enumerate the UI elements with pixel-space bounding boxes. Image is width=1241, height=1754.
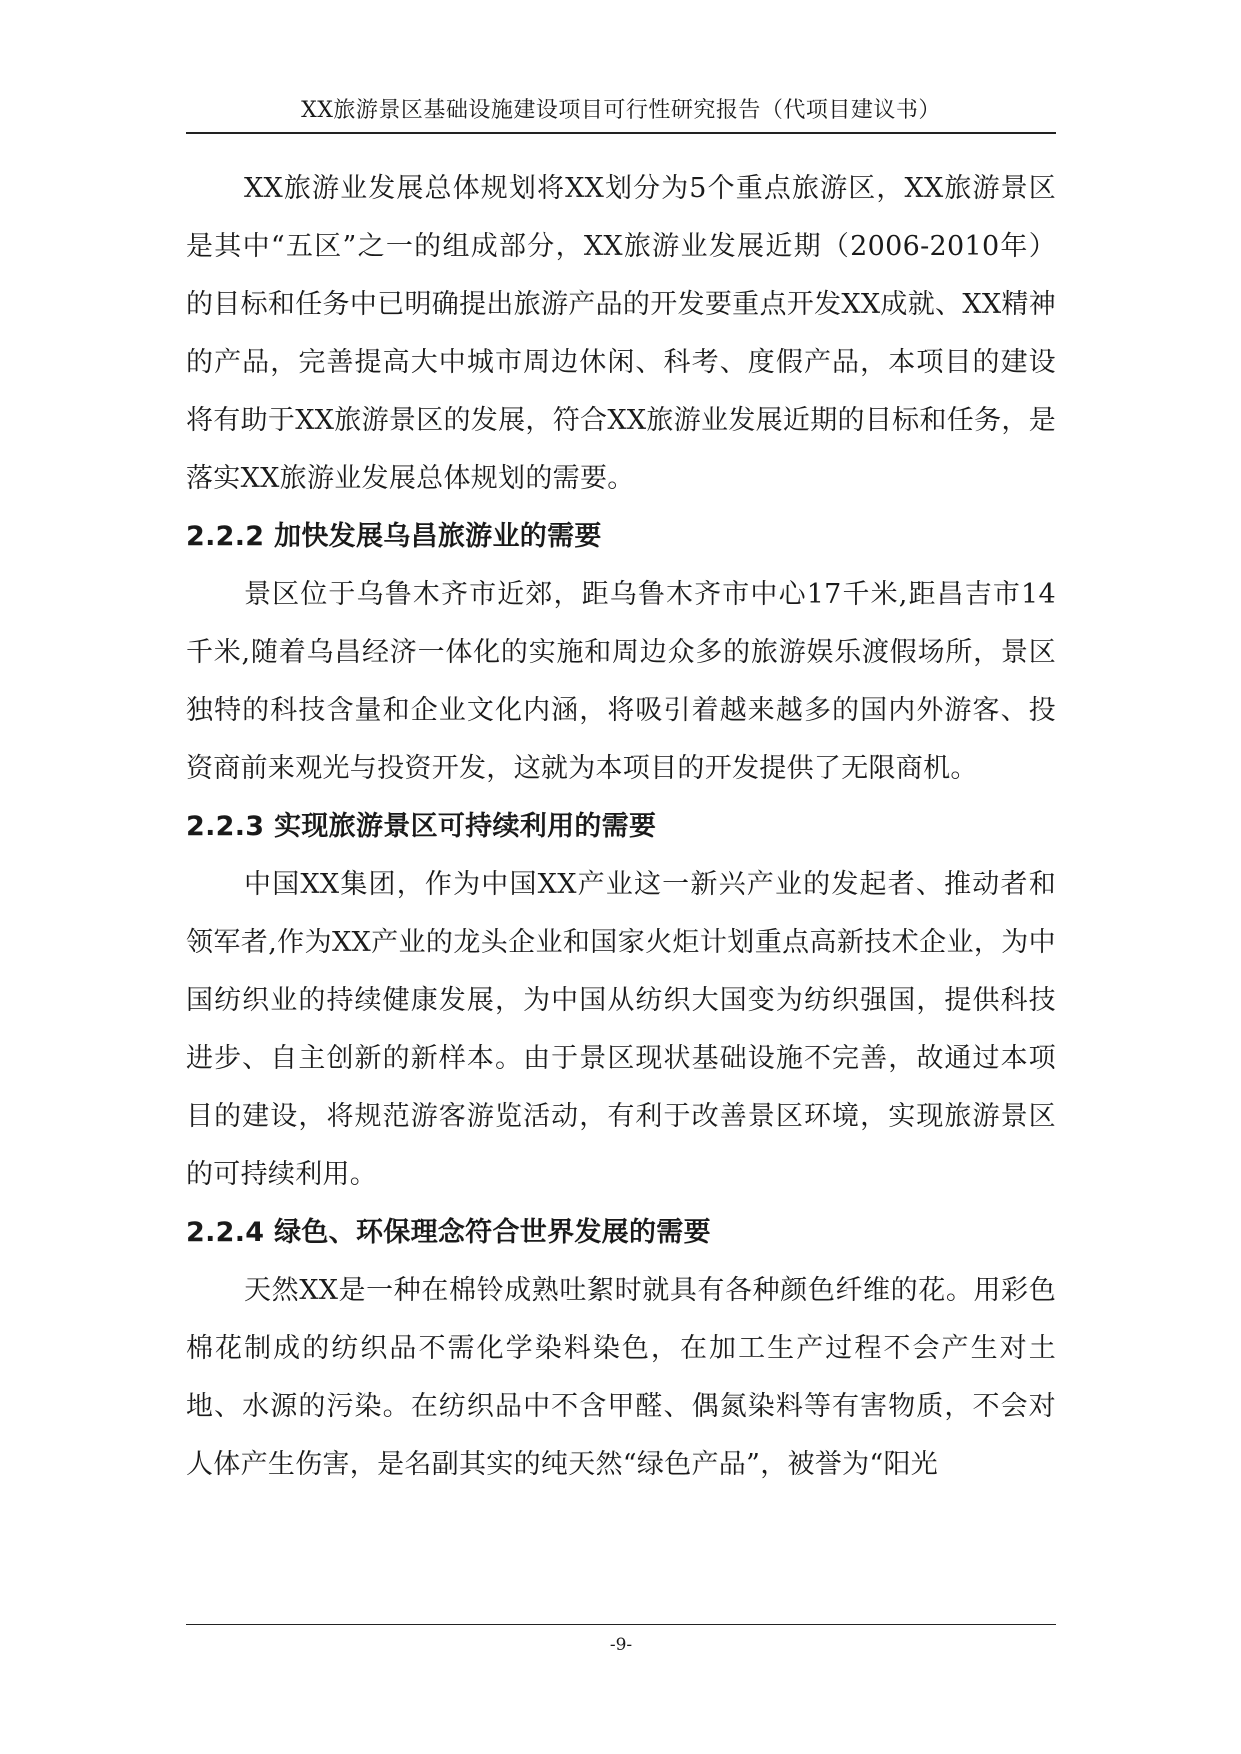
heading-2-2-2: 2.2.2 加快发展乌昌旅游业的需要 (186, 521, 602, 552)
footer-rule (186, 1624, 1056, 1625)
heading-2-2-4: 2.2.4 绿色、环保理念符合世界发展的需要 (186, 1217, 711, 1248)
page-number: -9- (609, 1635, 633, 1655)
header-rule (186, 132, 1056, 134)
heading-2-2-3: 2.2.3 实现旅游景区可持续利用的需要 (186, 811, 657, 842)
paragraph-sustainable: 中国XX集团，作为中国XX产业这一新兴产业的发起者、推动者和领军者,作为XX产业的龙头企业和国家火炬计划重点高新技术企业，为中国纺织业的持续健康发展，为中国从纺织大国变为纺织强国，提供科技进步、自主创新的新样本。由于景区现状基础设施不完善，故通过本项目的建设，将规范游客游览活动，有利于改善景区环境，实现旅游景区的可持续利用。 (186, 869, 1056, 1190)
paragraph-planning: XX旅游业发展总体规划将XX划分为5个重点旅游区，XX旅游景区是其中“五区”之一的组成部分，XX旅游业发展近期（2006-2010年）的目标和任务中已明确提出旅游产品的开发要重点开发XX成就、XX精神的产品，完善提高大中城市周边休闲、科考、度假产品，本项目的建设将有助于XX旅游景区的发展，符合XX旅游业发展近期的目标和任务，是落实XX旅游业发展总体规划的需要。 (186, 173, 1056, 494)
running-header: XX旅游景区基础设施建设项目可行性研究报告（代项目建议书） (301, 98, 941, 123)
document-body (186, 160, 1056, 1494)
paragraph-wuchang: 景区位于乌鲁木齐市近郊，距乌鲁木齐市中心17千米,距昌吉市14千米,随着乌昌经济一体化的实施和周边众多的旅游娱乐渡假场所，景区独特的科技含量和企业文化内涵，将吸引着越来越多的国内外游客、投资商前来观光与投资开发，这就为本项目的开发提供了无限商机。 (186, 579, 1056, 784)
paragraph-green: 天然XX是一种在棉铃成熟吐絮时就具有各种颜色纤维的花。用彩色棉花制成的纺织品不需化学染料染色，在加工生产过程不会产生对土地、水源的污染。在纺织品中不含甲醛、偶氮染料等有害物质，不会对人体产生伤害，是名副其实的纯天然“绿色产品”，被誉为“阳光 (186, 1275, 1056, 1480)
